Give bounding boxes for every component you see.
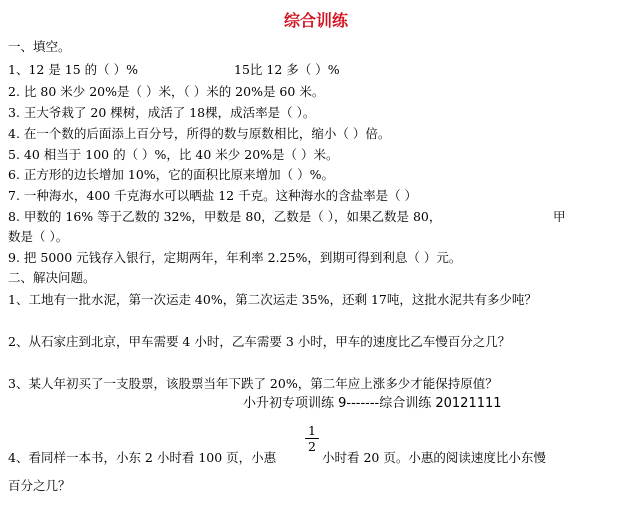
problem-3: 3、某人年初买了一支股票，该股票当年下跌了 20%，第二年应上涨多少才能保持原值？ xyxy=(8,376,498,391)
section-heading-problems: 二、解决问题。 xyxy=(8,270,96,285)
page-title: 综合训练 xyxy=(283,11,348,30)
question-6: 6. 正方形的边长增加 10%，它的面积比原来增加（ ）%。 xyxy=(8,167,335,182)
fraction-one-half xyxy=(305,424,319,453)
question-7: 7. 一种海水，400 千克海水可以晒盐 12 千克。这种海水的含盐率是（ ） xyxy=(8,188,418,203)
question-5: 5. 40 相当于 100 的（ ）%，比 40 米少 20%是（ ）米。 xyxy=(8,147,339,162)
problem-4b: 小时看 20 页。小惠的阅读速度比小东慢 xyxy=(322,450,546,465)
problem-4c: 百分之几？ xyxy=(8,478,71,493)
problem-4a: 4、看同样一本书，小东 2 小时看 100 页，小惠 xyxy=(8,450,277,465)
question-1b: 15比 12 多（ ）% xyxy=(234,62,340,77)
question-2: 2. 比 80 米少 20%是（ ）米，（ ）米的 20%是 60 米。 xyxy=(8,84,325,99)
question-3: 3. 王大爷栽了 20 棵树，成活了 18棵，成活率是（ ）。 xyxy=(8,105,316,120)
section-heading-fill-blank: 一、填空。 xyxy=(8,39,71,54)
question-8b: 甲 xyxy=(553,209,566,224)
problem-2: 2、从石家庄到北京，甲车需要 4 小时，乙车需要 3 小时，甲车的速度比乙车慢百分之几？ xyxy=(8,334,511,349)
fraction-numerator: 1 xyxy=(308,423,316,438)
footer-note: 小升初专项训练 9-------综合训练 20121111 xyxy=(243,396,502,411)
fraction-denominator: 2 xyxy=(308,439,316,454)
question-9: 9. 把 5000 元钱存入银行，定期两年，年利率 2.25%，到期可得到利息（ ）元。 xyxy=(8,250,462,265)
question-8a: 8. 甲数的 16% 等于乙数的 32%，甲数是 80，乙数是（ ），如果乙数是 80， xyxy=(8,209,442,224)
question-4: 4. 在一个数的后面添上百分号，所得的数与原数相比，缩小（ ）倍。 xyxy=(8,126,391,141)
question-8c: 数是（ ）。 xyxy=(8,229,69,244)
problem-1: 1、工地有一批水泥，第一次运走 40%，第二次运走 35%，还剩 17吨，这批水泥共有多少吨？ xyxy=(8,292,537,307)
question-1a: 1、12 是 15 的（ ）% xyxy=(8,62,139,77)
